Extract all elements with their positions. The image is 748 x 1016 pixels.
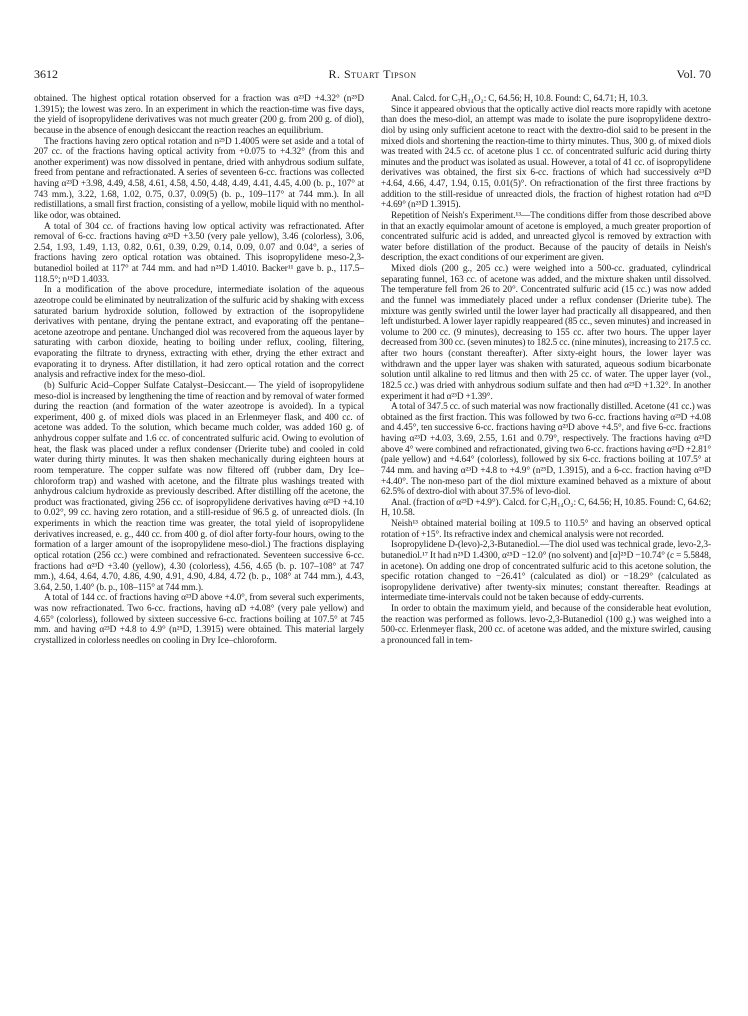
paragraph: Since it appeared obvious that the optically active diol reacts more rapidly with acetone than does the meso-diol, an attempt was made to isolate the pure isopropylidene dextro-diol by using only sufficient acetone to react with the dextro-diol said to be present in the mixed diols and shortening the reaction-time to thirty minutes. Thus, 300 g. of mixed diols was treated with 24.5 cc. of acetone plus 1 cc. of concentrated sulfuric acid during thirty minutes and the product was isolated as usual. However, a total of 41 cc. of isopropylidene derivatives was obtained, the first six 6-cc. fractions of which had successively α²³D +4.64, 4.66, 4.47, 1.94, 0.15, 0.01(5)°. On refractionation of the first three fractions by addition to the still-residue of unreacted diols, the fraction of highest rotation had α²³D +4.69° (n²⁵D 1.3915). bbox=[381, 104, 711, 211]
page-number: 3612 bbox=[34, 67, 58, 81]
paragraph: A total of 144 cc. of fractions having α²³D above +4.0°, from several such experiments, was now refractionated. Two 6-cc. fractions, having αD +4.08° (very pale yellow) and 4.65° (colorless), followed by sixteen successive 6-cc. fractions boiling at 107.5° at 745 mm. and having α²³D +4.8 to 4.9° (n²⁵D, 1.3915) were obtained. This material largely crystallized in colorless needles on cooling in Dry Ice–chloroform. bbox=[34, 593, 364, 646]
paragraph: A total of 347.5 cc. of such material was now fractionally distilled. Acetone (41 cc.) was obtained as the first fraction. This was followed by two 6-cc. fractions having α²³D +4.08 and 4.45°, ten successive 6-cc. fractions having α²³D above +4.5°, and five 6-cc. fractions having α²³D +4.03, 3.69, 2.55, 1.61 and 0.79°, respectively. The fractions having α²³D above 4° were combined and refractionated, giving two 6-cc. fractions having α²³D +2.81° (pale yellow) and +4.64° (colorless), followed by six 6-cc. fractions boiling at 107.5° at 744 mm. and having α²³D +4.8 to +4.9° (n²⁵D, 1.3915), and a 6-cc. fraction having α²³D +4.40°. The non-meso part of the diol mixture examined behaved as a mixture of about 62.5% of dextro-diol with about 37.5% of levo-diol. bbox=[381, 402, 711, 498]
paragraph: In order to obtain the maximum yield, and because of the considerable heat evolution, the reaction was performed as follows. levo-2,3-Butanediol (100 g.) was weighed into a 500-cc. Erlenmeyer flask, 200 cc. of acetone was added, and the mixture swirled, causing a pronounced fall in tem- bbox=[381, 604, 711, 646]
paragraph: In a modification of the above procedure, intermediate isolation of the aqueous azeotrope could be eliminated by neutralization of the sulfuric acid by shaking with excess saturated barium hydroxide solution, followed by extraction of the isopropylidene derivatives with pentane, drying the pentane extract, and evaporating off the pentane–acetone azeotrope and pentane. Unchanged diol was recovered from the aqueous layer by saturating with carbon dioxide, heating to boiling under reflux, cooling, filtering, evaporating the filtrate to dryness, extracting with ether, drying the ether extract and evaporating it to dryness. After distillation, it had zero optical rotation and the correct analysis and refractive index for the meso-diol. bbox=[34, 285, 364, 381]
right-column bbox=[381, 94, 711, 964]
volume-label: Vol. 70 bbox=[676, 67, 711, 81]
paragraph: Mixed diols (200 g., 205 cc.) were weighed into a 500-cc. graduated, cylindrical separating funnel, 163 cc. of acetone was added, and the mixture shaken until dissolved. The temperature fell from 26 to 20°. Concentrated sulfuric acid (15 cc.) was now added and the funnel was immediately placed under a reflux condenser (Drierite tube). The mixture was gently swirled until the lower layer had practically all disappeared, and then left undisturbed. A lower layer rapidly reappeared (85 cc., seven minutes) and increased in volume to 200 cc. (9 minutes), decreasing to 155 cc. after two hours. The upper layer decreased from 300 cc. (seven minutes) to 182.5 cc. (nine minutes), increasing to 217.5 cc. after two hours (constant thereafter). After sixty-eight hours, the lower layer was withdrawn and the upper layer was shaken with saturated, aqueous sodium bicarbonate solution until alkaline to red litmus and then with 25 cc. of water. The upper layer (vol., 182.5 cc.) was dried with anhydrous sodium sulfate and then had α²³D +1.32°. In another experiment it had α²³D +1.39°. bbox=[381, 264, 711, 402]
running-header bbox=[34, 66, 711, 82]
paragraph: (b) Sulfuric Acid–Copper Sulfate Catalyst–Desiccant.— The yield of isopropylidene meso-diol is increased by lengthening the time of reaction and by removal of water formed during the reaction (and formation of the water azeotrope is avoided). In a typical experiment, 400 g. of mixed diols was placed in an Erlenmeyer flask, and 400 cc. of acetone was added. To the solution, which became much colder, was added 160 g. of anhydrous copper sulfate and 1.6 cc. of concentrated sulfuric acid. Owing to evolution of heat, the flask was placed under a reflux condenser (Drierite tube) and cooled in cold water during thirty minutes. It was then shaken mechanically during eighteen hours at room temperature. The copper sulfate was now filtered off (rubber dam, Dry Ice–chloroform trap) and washed with acetone, and the filtrate plus washings treated with anhydrous calcium hydroxide as previously described. After distilling off the acetone, the product was fractionated, giving 256 cc. of isopropylidene derivatives having α²³D +4.10 to 0.02°, 99 cc. having zero rotation, and a still-residue of 96.5 g. of unreacted diols. (In experiments in which the reaction time was greater, the total yield of isopropylidene derivatives increased, e. g., 440 cc. from 400 g. of diol after forty-four hours, owing to the formation of a larger amount of the isopropylidene meso-diol.) The fractions displaying optical rotation (256 cc.) were combined and refractionated. Seventeen successive 6-cc. fractions had α²³D +3.40 (yellow), 4.30 (colorless), 4.56, 4.65 (b. p. 107–108° at 747 mm.), 4.64, 4.64, 4.70, 4.86, 4.90, 4.91, 4.90, 4.84, 4.72 (b. p., 108° at 744 mm.), 4.43, 3.64, 2.50, 1.40° (b. p., 108–115° at 744 mm.). bbox=[34, 380, 364, 593]
paragraph: Anal. Calcd. for C₇H₁₄O₂: C, 64.56; H, 10.8. Found: C, 64.71; H, 10.3. bbox=[391, 94, 648, 104]
paragraph: Neish¹³ obtained material boiling at 109.5 to 110.5° and having an observed optical rotation of +15°. Its refractive index and chemical analysis were not recorded. bbox=[381, 519, 711, 540]
paragraph: obtained. The highest optical rotation observed for a fraction was α²³D +4.32° (n²⁵D 1.3915); the lowest was zero. In an experiment in which the reaction-time was five days, the yield of isopropylidene derivatives was not much greater (200 g. from 200 g. of diol), because in the absence of enough desiccant the reaction reaches an equilibrium. bbox=[34, 94, 364, 136]
paragraph: Isopropylidene D-(levo)-2,3-Butanediol.—The diol used was technical grade, levo-2,3-butanediol.¹⁷ It had n²⁵D 1.4300, α²⁵D −12.0° (no solvent) and [α]²⁵D −10.74° (c = 5.5848, in acetone). On adding one drop of concentrated sulfuric acid to this acetone solution, the specific rotation changed to −26.41° (calculated as diol) or −18.29° (calculated as isopropylidene derivative) after twenty-six minutes; constant thereafter. Readings at intermediate time-intervals could not be taken because of eddy-currents. bbox=[381, 540, 711, 604]
running-title: R. Stuart Tipson bbox=[328, 67, 417, 81]
paragraph: A total of 304 cc. of fractions having low optical activity was refractionated. After removal of 6-cc. fractions having α²³D +3.50 (very pale yellow), 3.46 (colorless), 3.06, 2.54, 1.93, 1.49, 1.13, 0.82, 0.61, 0.39, 0.29, 0.14, 0.09, 0.07 and 0.04°, a series of fractions having zero optical rotation was obtained. This isopropylidene meso-2,3-butanediol boiled at 117° at 744 mm. and had n²⁵D 1.4010. Backer¹¹ gave b. p., 117.5–118.5°; n¹⁵D 1.4033. bbox=[34, 221, 364, 285]
paragraph: Anal. (fraction of α²³D +4.9°). Calcd. for C₇H₁₄O₂: C, 64.56; H, 10.85. Found: C, 64.62; H, 10.58. bbox=[381, 497, 711, 519]
left-column bbox=[34, 94, 364, 964]
paragraph: Repetition of Neish's Experiment.¹³—The conditions differ from those described above in that an exactly equimolar amount of acetone is employed, a much greater proportion of concentrated sulfuric acid is added, and unreacted glycol is removed by extraction with water before distillation of the product. Because of the paucity of details in Neish's description, the exact conditions of our experiment are given. bbox=[381, 210, 711, 264]
paragraph: The fractions having zero optical rotation and n²⁵D 1.4005 were set aside and a total of 207 cc. of the fractions having optical activity from +0.075 to +4.32° (from this and another experiment) was now dissolved in pentane, dried with anhydrous sodium sulfate, freed from pentane and refractionated. A series of seventeen 6-cc. fractions was collected having α²³D +3.98, 4.49, 4.58, 4.61, 4.58, 4.50, 4.48, 4.49, 4.41, 4.45, 4.00 (b. p., 107° at 743 mm.), 3.22, 1.68, 1.02, 0.75, 0.37, 0.09(5) (b. p., 109–117° at 744 mm.). In all redistillations, a small first fraction, consisting of a yellow, mobile liquid with no menthol-like odor, was obtained. bbox=[34, 136, 364, 221]
